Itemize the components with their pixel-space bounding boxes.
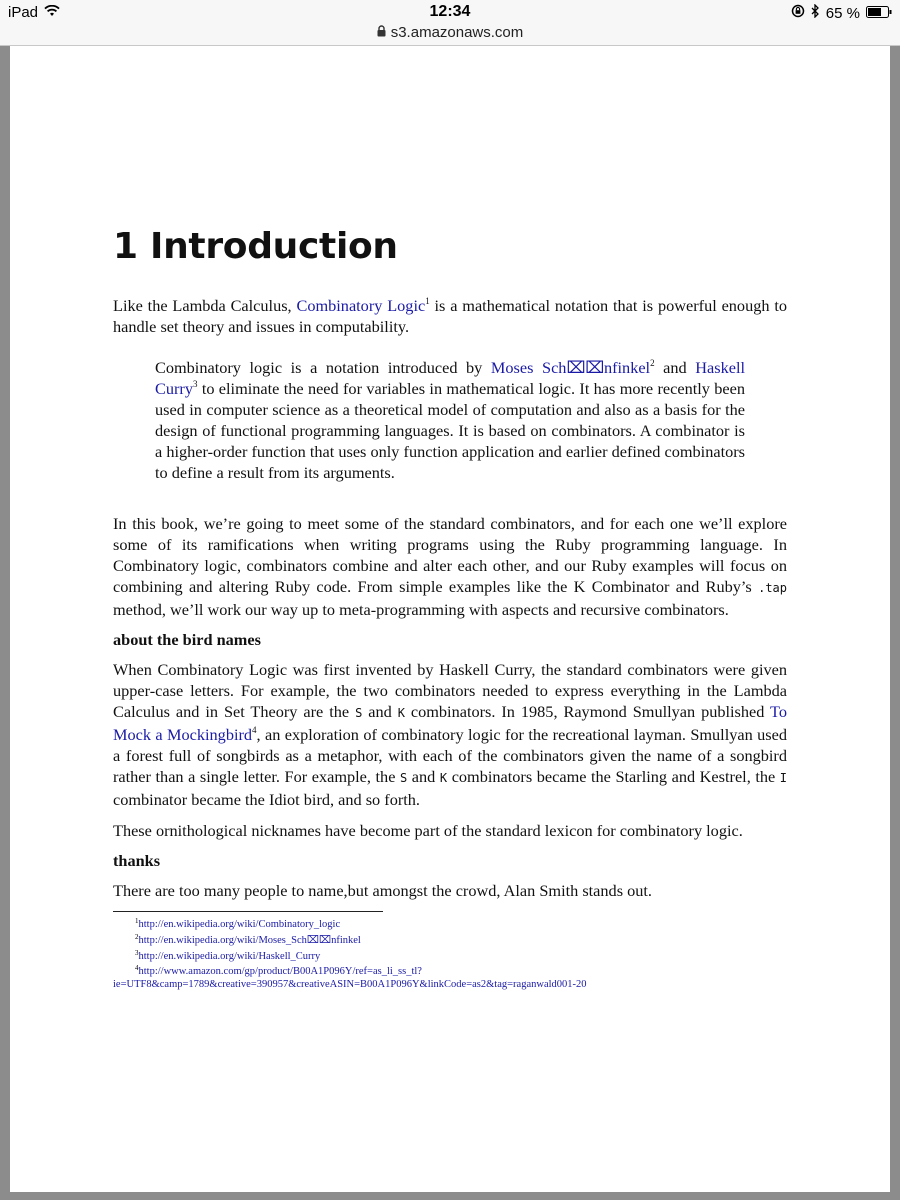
quote-text-mid: and (654, 358, 696, 377)
status-bar (0, 0, 900, 24)
code-k-2: K (439, 771, 448, 785)
ornithological-paragraph: These ornithological nicknames have become part of the standard lexicon for combinatory logic. (113, 821, 743, 840)
book-paragraph (113, 513, 787, 620)
device-label: iPad (8, 4, 39, 21)
code-tap: .tap (758, 581, 787, 595)
thanks-heading: thanks (113, 851, 161, 870)
quote-text-start: Combinatory logic is a notation introduced by (155, 358, 491, 377)
code-i: I (779, 771, 788, 785)
pdf-viewer[interactable] (0, 46, 900, 1200)
bird-text-4: , an exploration of combinatory logic for the recreational layman. Smullyan used a forest full of songbirds as a metaphor, with each of the combinators given the name of a songbird rather than a single letter. For example, the (113, 725, 787, 786)
quote-block (155, 357, 745, 483)
footnote-url[interactable]: http://en.wikipedia.org/wiki/Moses_Sch⌧⌧nfinkel (138, 935, 361, 946)
code-k: K (397, 706, 405, 720)
footnote-url[interactable]: http://www.amazon.com/gp/product/B00A1P096Y/ref=as_li_ss_tl?ie=UTF8&camp=1789&creative=390957&creativeASIN=B00A1P096Y&linkCode=as2&tag=raganwald001-20 (113, 966, 587, 990)
footnote-2[interactable] (113, 933, 383, 949)
bird-text-1: When Combinatory Logic was first invented by Haskell Curry, the standard combinators were given upper-case letters. For example, the two combinators needed to express everything in the Lambda Calculus and in Set Theory are the (113, 660, 787, 721)
bird-text-2: and (362, 702, 398, 721)
bird-text-5: and (407, 767, 440, 786)
book-text-end: method, we’ll work our way up to meta-programming with aspects and recursive combinators. (113, 600, 729, 619)
footnote-number: 3 (135, 949, 139, 957)
thanks-paragraph: There are too many people to name,but amongst the crowd, Alan Smith stands out. (113, 881, 652, 900)
intro-paragraph (113, 295, 787, 337)
footnote-url[interactable]: http://en.wikipedia.org/wiki/Haskell_Curry (138, 951, 321, 962)
intro-text-end: is a mathematical notation that is powerful enough to handle set theory and issues in computability. (113, 296, 787, 336)
quote-text-end: to eliminate the need for variables in mathematical logic. It has more recently been used in computer science as a theoretical model of computation and also as a basis for the design of functional programming languages. It is based on combinators. A combinator is a higher-order function that uses only function application and earlier defined combinators to define a result from its arguments. (155, 379, 745, 482)
lock-icon (377, 24, 386, 41)
bird-text-7: combinator became the Idiot bird, and so forth. (113, 790, 420, 809)
bird-text-3: combinators. In 1985, Raymond Smullyan published (404, 702, 771, 721)
footnote-ref-4[interactable]: 4 (252, 725, 257, 735)
chapter-heading: 1 Introduction (113, 226, 398, 267)
footnote-ref-1[interactable]: 1 (425, 296, 430, 306)
footnote-number: 1 (135, 917, 139, 925)
intro-text-start: Like the Lambda Calculus, (113, 296, 297, 315)
pdf-page (10, 46, 890, 1192)
footnote-ref-2[interactable]: 2 (650, 358, 655, 368)
code-s-2: S (400, 771, 408, 785)
footnotes (113, 911, 587, 991)
bird-names-heading: about the bird names (113, 630, 261, 649)
footnote-number: 4 (135, 964, 139, 972)
link-to-mock-a-mockingbird[interactable]: To Mock a Mockingbird (113, 702, 787, 744)
footnote-4[interactable] (113, 965, 787, 991)
footnote-ref-3[interactable]: 3 (192, 379, 198, 389)
page-content (113, 226, 787, 991)
footnote-3[interactable] (113, 949, 383, 965)
book-text-start: In this book, we’re going to meet some of the standard combinators, and for each one we’ll explore some of its ramifications when writing programs using the Ruby programming language. In Combinatory logic, combinators combine and alter each other, and our Ruby examples will focus on combining and altering Ruby code. From simple examples like the K Combinator and Ruby’s (113, 514, 787, 596)
bird-text-6: combinators became the Starling and Kestrel, the (447, 767, 780, 786)
rotation-lock-icon (791, 4, 805, 22)
code-s: S (355, 706, 363, 720)
battery-percent: 65 % (825, 4, 860, 22)
link-moses-schonfinkel[interactable]: Moses Sch⌧⌧nfinkel (490, 358, 651, 377)
bluetooth-icon (811, 4, 820, 22)
footnote-url[interactable]: http://en.wikipedia.org/wiki/Combinatory_logic (138, 919, 341, 930)
url-text[interactable]: s3.amazonaws.com (390, 24, 524, 41)
bird-paragraph (113, 659, 787, 810)
link-haskell-curry[interactable]: Haskell Curry (155, 358, 746, 398)
clock: 12:34 (429, 3, 471, 20)
link-combinatory-logic[interactable]: Combinatory Logic (296, 296, 426, 315)
footnote-1[interactable] (113, 917, 383, 933)
battery-icon (866, 5, 892, 22)
address-bar[interactable] (0, 24, 900, 46)
footnote-number: 2 (135, 933, 139, 941)
